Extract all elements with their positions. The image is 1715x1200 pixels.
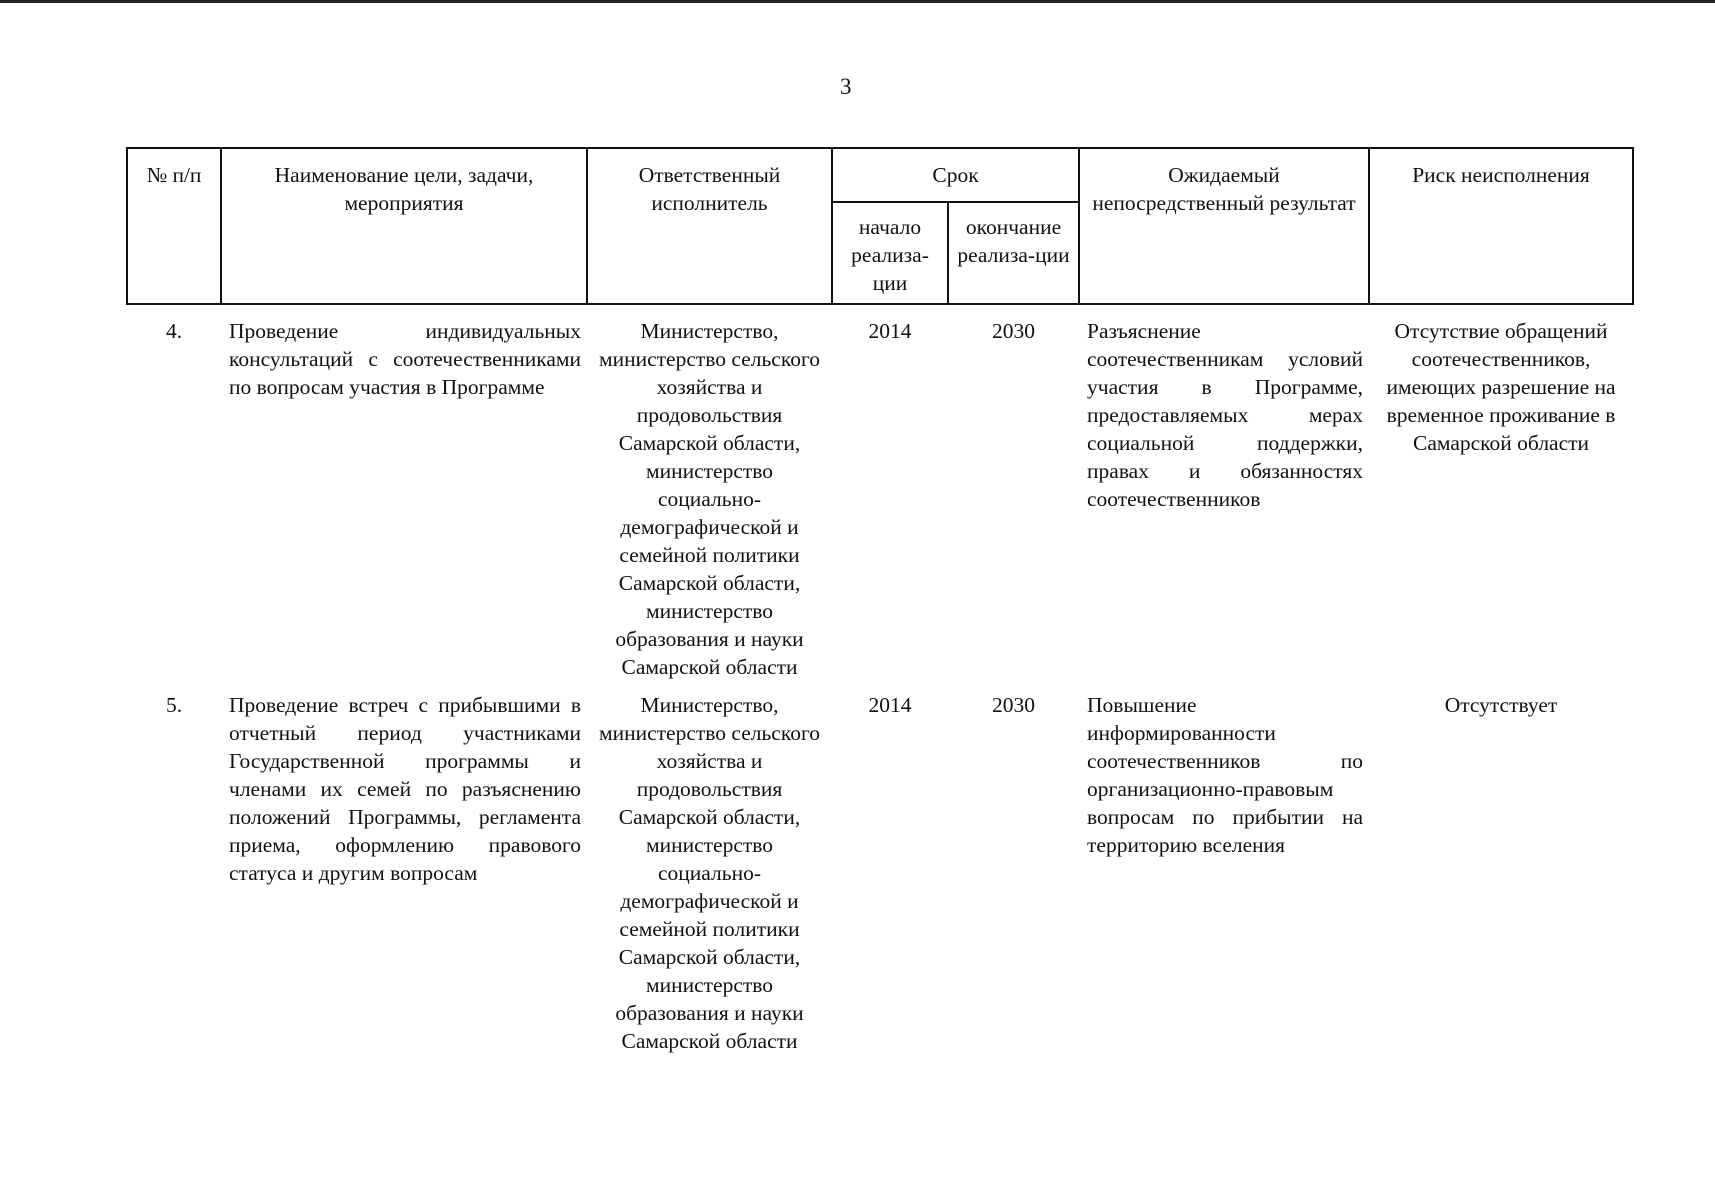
page-number: 3 [840,74,852,99]
header-risk: Риск неисполнения [1369,148,1633,304]
header-executor: Ответственный исполнитель [587,148,832,304]
non-fulfillment-risk: Отсутствует [1444,693,1558,717]
non-fulfillment-risk: Отсутствие обращений соотечественников, имеющих разрешение на временное проживание в Самарской области [1386,319,1616,455]
header-start: начало реализа-ции [832,202,948,304]
header-end: окончание реализа-ции [948,202,1079,304]
header-name: Наименование цели, задачи, мероприятия [221,148,587,304]
activity-name: Проведение индивидуальных консультаций с соотечественниками по вопросам участия в Программе [229,319,581,399]
table-row [127,304,1633,689]
top-border-line [0,0,1715,3]
end-year: 2030 [992,693,1035,717]
row-number: 5. [165,693,183,717]
end-year: 2030 [992,319,1035,343]
table-row [127,689,1633,1055]
start-year: 2014 [868,319,912,343]
program-activities-table [126,147,1634,1055]
responsible-executor: Министерство, министерство сельского хозяйства и продовольствия Самарской области, министерство социально-демографической и семейной политики Самарской области, министерство образования и науки Самарской области [599,319,820,679]
responsible-executor: Министерство, министерство сельского хозяйства и продовольствия Самарской области, министерство социально-демографической и семейной политики Самарской области, министерство образования и науки Самарской области [599,693,820,1053]
header-period: Срок [832,148,1079,202]
expected-result: Разъяснение соотечественникам условий участия в Программе, предоставляемых мерах социальной поддержки, правах и обязанностях соотечественников [1087,319,1364,511]
row-number: 4. [165,319,183,343]
header-number: № п/п [127,148,221,304]
header-result: Ожидаемый непосредственный результат [1079,148,1369,304]
start-year: 2014 [868,693,912,717]
expected-result: Повышение информированности соотечественников по организационно-правовым вопросам по прибытии на территорию вселения [1087,693,1364,857]
activity-name: Проведение встреч с прибывшими в отчетный период участниками Государственной программы и членами их семей по разъяснению положений Программы, регламента приема, оформлению правового статуса и другим вопросам [229,693,581,885]
